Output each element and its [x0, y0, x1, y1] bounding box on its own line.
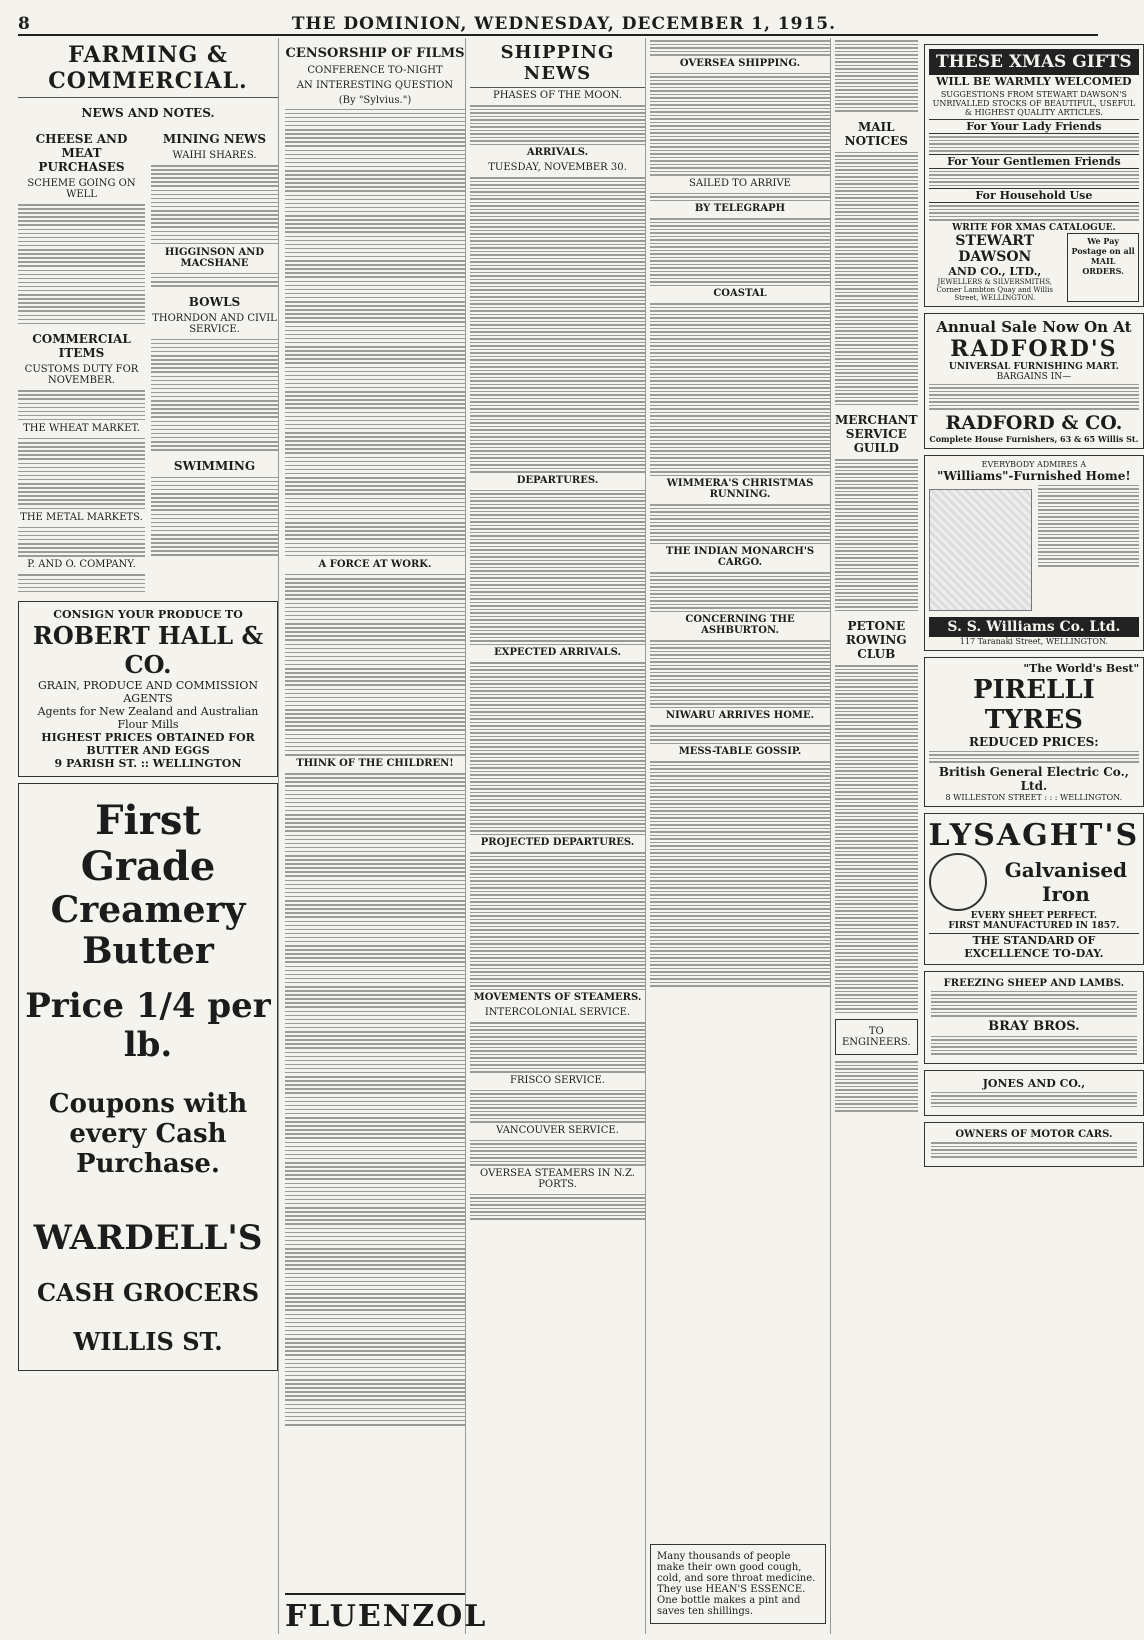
departures-text: [470, 490, 645, 646]
masthead: [18, 8, 1098, 36]
robert-hall-name: ROBERT HALL & CO.: [32, 620, 264, 679]
williams-title: "Williams"-Furnished Home!: [937, 468, 1131, 483]
po-subheading: P. AND O. COMPANY.: [27, 559, 136, 571]
williams-body: [929, 483, 1140, 617]
farming-left: [18, 124, 145, 595]
bowls-heading: BOWLS: [188, 294, 241, 309]
expected-heading: EXPECTED ARRIVALS.: [494, 647, 621, 658]
censorship-heading: CENSORSHIP OF FILMS: [285, 46, 465, 61]
motor-text: [931, 1142, 1138, 1158]
radford-address: Complete House Furnishers, 63 & 65 Willis St.: [929, 433, 1139, 444]
lysaght-perfect: EVERY SHEET PERFECT.: [970, 910, 1097, 921]
robert-hall-line1: CONSIGN YOUR PRODUCE TO: [53, 607, 243, 621]
mining-text: [151, 165, 278, 244]
radford-logo: RADFORD'S: [950, 335, 1118, 362]
freezing-heading: FREEZING SHEEP AND LAMBS.: [943, 977, 1125, 989]
wimmera-text: [650, 504, 830, 544]
stewart-dawson-co: AND CO., LTD.,: [948, 264, 1042, 278]
xmas-house: For Household Use: [929, 188, 1140, 203]
top-ads-row: [835, 38, 1140, 1173]
stewart-dawson-sub: JEWELLERS & SILVERSMITHS, Corner Lambton Quay and Willis Street, WELLINGTON.: [936, 277, 1053, 302]
censorship-text-1: [285, 109, 465, 557]
pirelli-prices: REDUCED PRICES:: [969, 734, 1099, 749]
higginson-heading: HIGGINSON AND MACSHANE: [164, 246, 265, 269]
force-subheading: A FORCE AT WORK.: [318, 558, 432, 570]
phases-heading: PHASES OF THE MOON.: [493, 90, 622, 101]
williams-text: [1038, 483, 1139, 617]
customs-text: [18, 390, 145, 420]
jones-text: [931, 1092, 1138, 1108]
bray-name: BRAY BROS.: [988, 1018, 1080, 1034]
merchant-text: [835, 459, 918, 611]
mail-text: [835, 152, 918, 406]
page-number: 8: [18, 14, 30, 34]
pirelli-address: 8 WILLESTON STREET : : : WELLINGTON.: [945, 792, 1123, 802]
xmas-welcomed: WILL BE WARMLY WELCOMED: [936, 75, 1132, 88]
robert-hall-ad: [18, 601, 278, 777]
xmas-lady: For Your Lady Friends: [929, 119, 1140, 134]
pirelli-price-list: [929, 751, 1140, 763]
lysaght-1857: FIRST MANUFACTURED IN 1857.: [948, 920, 1120, 931]
williams-name: S. S. Williams Co. Ltd.: [929, 617, 1140, 637]
motor-ad: [924, 1122, 1144, 1167]
customs-subheading: CUSTOMS DUTY FOR NOVEMBER.: [24, 364, 139, 387]
xmas-gent-list: [929, 171, 1140, 187]
engineers-text: [835, 1061, 918, 1112]
pirelli-ad: [924, 657, 1144, 807]
oversea-table: [650, 73, 830, 176]
xmas-lady-list: [929, 136, 1140, 152]
intercolonial-text: [470, 1022, 645, 1073]
higginson-text: [151, 273, 278, 287]
pirelli-name: PIRELLI TYRES: [972, 674, 1095, 735]
stewart-dawson-post: We Pay Postage on all MAIL ORDERS.: [1067, 233, 1139, 302]
williams-ad: [924, 455, 1144, 651]
vancouver-text: [470, 1140, 645, 1166]
scheme-subheading: SCHEME GOING ON WELL: [27, 178, 136, 200]
pirelli-worlds-best: "The World's Best": [1023, 661, 1140, 675]
continued-text: [835, 40, 918, 112]
williams-admires: EVERYBODY ADMIRES A: [981, 459, 1087, 469]
radford-bargains: BARGAINS IN—: [996, 371, 1072, 382]
robert-hall-address: 9 PARISH ST. :: WELLINGTON: [54, 756, 242, 770]
oversea-continued: [835, 38, 918, 1173]
wheat-text: [18, 438, 145, 509]
coastal-heading: COASTAL: [713, 288, 767, 299]
waihi-subheading: WAIHI SHARES.: [172, 150, 257, 161]
ads-stack: [924, 38, 1144, 1173]
bowls-text: [151, 339, 278, 451]
jones-ad: [924, 1070, 1144, 1117]
lysaght-ad: [924, 813, 1144, 965]
xmas-house-list: [929, 205, 1140, 221]
radford-list: [929, 384, 1140, 410]
lysaght-name: LYSAGHT'S: [928, 817, 1140, 853]
xmas-gent: For Your Gentlemen Friends: [929, 154, 1140, 169]
xmas-catalogue: WRITE FOR XMAS CATALOGUE.: [952, 222, 1116, 233]
xmas-gifts-title: THESE XMAS GIFTS: [929, 49, 1140, 75]
bray-text: [931, 1036, 1138, 1055]
farming-subcolumns: [18, 124, 278, 595]
column-ads: [835, 38, 1140, 1634]
merchant-heading: MERCHANT SERVICE GUILD: [835, 413, 918, 455]
niwaru-heading: NIWARU ARRIVES HOME.: [665, 710, 815, 721]
butter-coupons: Coupons with every Cash Purchase.: [48, 1088, 248, 1179]
wimmera-heading: WIMMERA'S CHRISTMAS RUNNING.: [666, 478, 814, 500]
telegraph-heading: BY TELEGRAPH: [694, 203, 786, 214]
children-subheading: THINK OF THE CHILDREN!: [296, 758, 454, 770]
intercolonial-heading: INTERCOLONIAL SERVICE.: [484, 1007, 631, 1018]
monarch-text: [650, 572, 830, 612]
projected-heading: PROJECTED DEPARTURES.: [480, 837, 635, 848]
metal-text: [18, 527, 145, 557]
frisco-heading: FRISCO SERVICE.: [510, 1074, 605, 1086]
movements-heading: MOVEMENTS OF STEAMERS.: [473, 992, 642, 1003]
oversea-nz-text: [470, 1194, 645, 1220]
cheese-article-text: [18, 204, 145, 324]
moon-table: [470, 105, 645, 145]
wardells-name: WARDELL'S: [33, 1217, 263, 1258]
radford-name: RADFORD & CO.: [945, 411, 1123, 434]
stewart-dawson-footer: [929, 233, 1140, 302]
mining-heading: MINING NEWS: [162, 132, 267, 146]
motor-heading: OWNERS OF MOTOR CARS.: [955, 1129, 1113, 1140]
po-text: [18, 574, 145, 592]
ashburton-heading: CONCERNING THE ASHBURTON.: [685, 614, 795, 636]
column-oversea: [650, 38, 831, 1634]
news-notes-heading: NEWS AND NOTES.: [81, 106, 215, 120]
column-censorship: [285, 38, 488, 1634]
farming-right: [151, 124, 278, 595]
arrivals-text: [470, 177, 645, 473]
oversea-top-table: [650, 40, 830, 56]
swimming-heading: SWIMMING: [173, 458, 256, 473]
pirelli-company: British General Electric Co., Ltd.: [938, 764, 1129, 793]
butter-line2: Creamery Butter: [50, 888, 246, 973]
engineers-ad: TO ENGINEERS.: [835, 1019, 918, 1055]
petone-heading: PETONE ROWING CLUB: [845, 619, 907, 661]
monarch-heading: THE INDIAN MONARCH'S CARGO.: [665, 546, 815, 568]
arrivals-date: TUESDAY, NOVEMBER 30.: [488, 162, 627, 173]
niwaru-text: [650, 725, 830, 744]
robert-hall-line3: Agents for New Zealand and Australian Flour Mills: [37, 704, 259, 731]
lysaght-galvanised: Galvanised Iron: [1004, 857, 1128, 906]
butter-line1: First Grade: [80, 796, 216, 890]
wheat-subheading: THE WHEAT MARKET.: [23, 422, 140, 434]
messtable-text: [650, 761, 830, 987]
freezing-ad: [924, 971, 1144, 1064]
shipping-heading: SHIPPING NEWS: [470, 42, 645, 88]
question-subheading: AN INTERESTING QUESTION: [296, 80, 454, 91]
lysaght-body: [929, 853, 1140, 911]
sideboard-illustration: [929, 489, 1032, 611]
fluenzol-ad: FLUENZOL: [285, 1593, 465, 1634]
newspaper-title: THE DOMINION, WEDNESDAY, DECEMBER 1, 1915.: [291, 14, 837, 34]
thorndon-subheading: THORNDON AND CIVIL SERVICE.: [152, 312, 277, 335]
conference-subheading: CONFERENCE TO-NIGHT: [307, 65, 443, 76]
commercial-heading: COMMERCIAL ITEMS: [32, 332, 131, 361]
williams-address: 117 Taranaki Street, WELLINGTON.: [959, 636, 1108, 646]
sailed-text: [650, 193, 830, 202]
jones-name: JONES AND CO.,: [982, 1076, 1086, 1090]
telegraph-text: [650, 218, 830, 286]
lysaght-standard: THE STANDARD OF EXCELLENCE TO-DAY.: [929, 933, 1140, 960]
swimming-text: [151, 477, 278, 556]
metal-subheading: THE METAL MARKETS.: [20, 511, 143, 523]
stewart-dawson-name: STEWART DAWSON: [955, 232, 1035, 265]
censorship-text-2: [285, 574, 465, 756]
coastal-text: [650, 303, 830, 476]
radford-ad: [924, 313, 1144, 449]
departures-heading: DEPARTURES.: [516, 474, 599, 486]
stewart-dawson-ad: [924, 44, 1144, 307]
byline: (By "Sylvius."): [338, 95, 412, 106]
radford-mart: UNIVERSAL FURNISHING MART.: [948, 361, 1119, 372]
arrivals-heading: ARRIVALS.: [526, 147, 589, 158]
robert-hall-line4: HIGHEST PRICES OBTAINED FOR BUTTER AND EGGS: [41, 730, 255, 757]
heans-essence-text: Many thousands of people make their own good cough, cold, and sore throat medicine. They use HEAN'S ESSENCE. One bottle makes a pint and saves ten shillings.: [657, 1551, 816, 1617]
projected-text: [470, 852, 645, 990]
oversea-nz-heading: OVERSEA STEAMERS IN N.Z. PORTS.: [480, 1167, 635, 1190]
messtable-heading: MESS-TABLE GOSSIP.: [678, 746, 802, 757]
heans-essence-ad: [650, 1544, 826, 1624]
xmas-suggestions: SUGGESTIONS FROM STEWART DAWSON'S UNRIVALLED STOCKS OF BEAUTIFUL, USEFUL & HIGHEST QUALITY ARTICLES.: [932, 90, 1136, 117]
lysaght-trademark-icon: [929, 853, 987, 911]
mail-heading: MAIL NOTICES: [844, 119, 908, 148]
wardells-butter-ad: [18, 783, 278, 1371]
farming-section-title: FARMING & COMMERCIAL.: [18, 42, 278, 98]
robert-hall-line2: GRAIN, PRODUCE AND COMMISSION AGENTS: [37, 678, 259, 705]
frisco-text: [470, 1090, 645, 1123]
vancouver-heading: VANCOUVER SERVICE.: [496, 1124, 619, 1136]
cheese-heading: CHEESE AND MEAT PURCHASES: [35, 132, 128, 174]
sailed-heading: SAILED TO ARRIVE: [689, 177, 791, 189]
petone-text: [835, 665, 918, 1013]
freezing-text: [931, 991, 1138, 1017]
butter-price: Price 1/4 per lb.: [25, 985, 271, 1065]
column-farming: [18, 38, 279, 1634]
ashburton-text: [650, 640, 830, 708]
oversea-shipping-heading: OVERSEA SHIPPING.: [679, 57, 801, 69]
censorship-text-3: [285, 773, 465, 1425]
radford-annual: Annual Sale Now On At: [936, 317, 1132, 336]
wardells-cash: CASH GROCERS: [36, 1277, 260, 1307]
column-shipping: [470, 38, 646, 1634]
wardells-street: WILLIS ST.: [73, 1326, 223, 1356]
expected-text: [470, 662, 645, 835]
